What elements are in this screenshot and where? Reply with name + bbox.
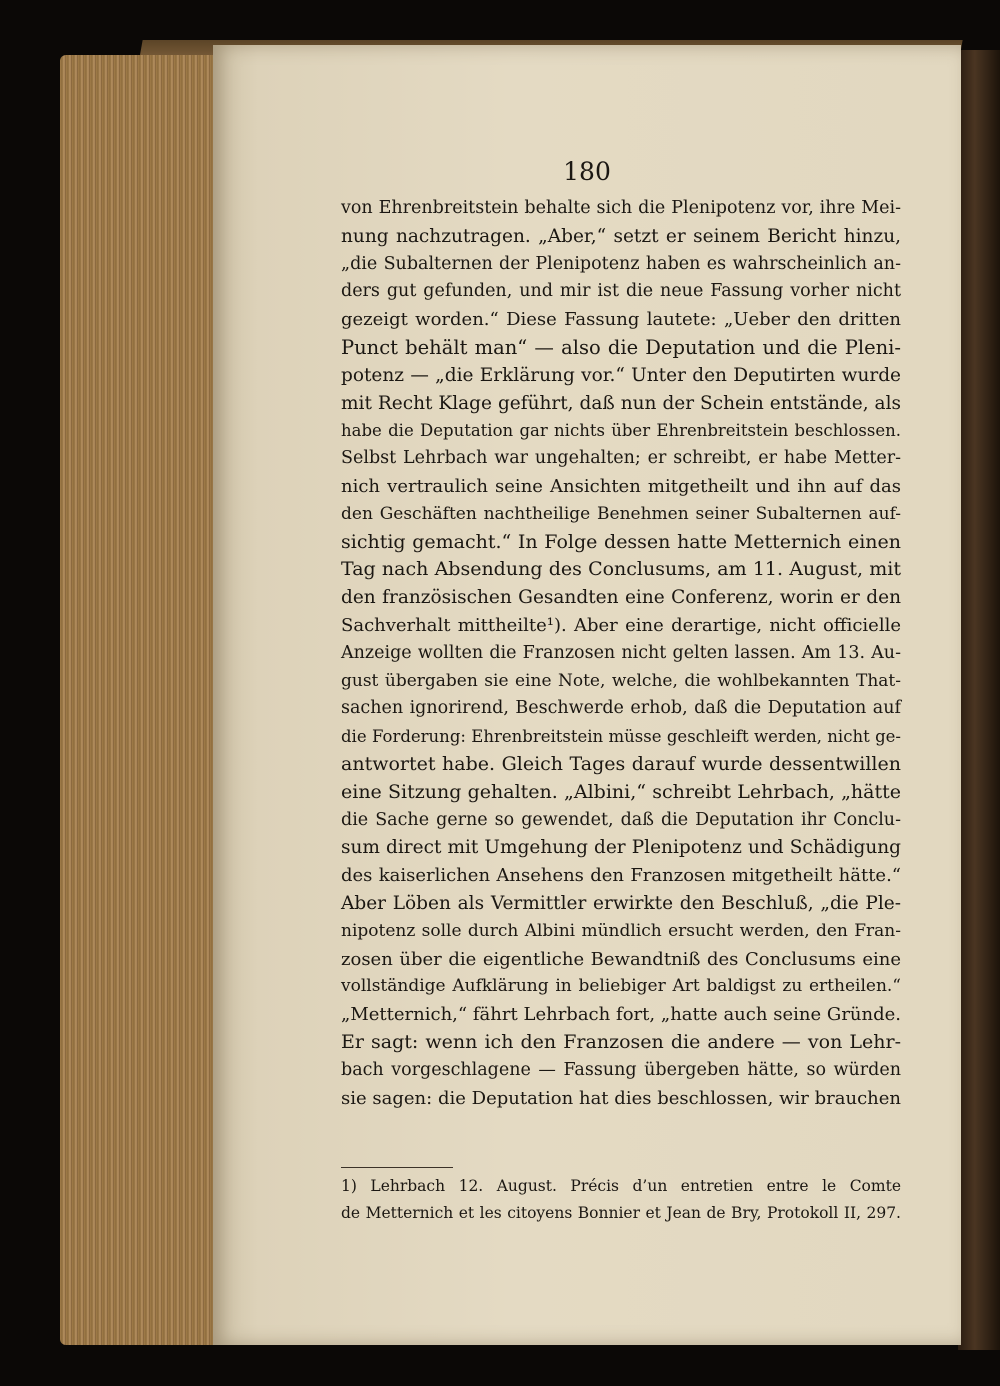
book-page-edges — [60, 55, 220, 1345]
text-line: sichtig gemacht.“ In Folge dessen hatte Metternich einen — [341, 530, 901, 553]
text-line: antwortet habe. Gleich Tages darauf wurde dessentwillen — [341, 752, 901, 775]
footnote-line: de Metternich et les citoyens Bonnier et Jean de Bry, Protokoll II, 297. — [341, 1204, 901, 1222]
text-line: Er sagt: wenn ich den Franzosen die andere — von Lehr- — [341, 1030, 901, 1053]
text-line: gust übergaben sie eine Note, welche, die wohlbekannten That- — [341, 670, 901, 691]
text-line: von Ehrenbreitstein behalte sich die Plenipotenz vor, ihre Mei- — [341, 198, 901, 218]
book-page — [213, 45, 961, 1345]
text-line: den Geschäften nachtheilige Benehmen seiner Subalternen auf- — [341, 503, 901, 524]
text-line: Anzeige wollten die Franzosen nicht gelten lassen. Am 13. Au- — [341, 642, 901, 663]
text-line: Aber Löben als Vermittler erwirkte den Beschluß, „die Ple- — [341, 892, 901, 914]
page-number: 180 — [563, 157, 611, 186]
text-line: bach vorgeschlagene — Fassung übergeben hätte, so würden — [341, 1059, 901, 1080]
text-line: des kaiserlichen Ansehens den Franzosen mitgetheilt hätte.“ — [341, 865, 901, 887]
text-line: habe die Deputation gar nichts über Ehrenbreitstein beschlossen. — [341, 421, 901, 441]
footnote-line: 1) Lehrbach 12. August. Précis d’un entretien entre le Comte — [341, 1177, 901, 1195]
text-line: „die Subalternen der Plenipotenz haben es wahrscheinlich an- — [341, 253, 901, 274]
text-line: gezeigt worden.“ Diese Fassung lautete: „Ueber den dritten — [341, 309, 901, 331]
text-line: nipotenz solle durch Albini mündlich ersucht werden, den Fran- — [341, 920, 901, 941]
text-line: die Sache gerne so gewendet, daß die Deputation ihr Conclu- — [341, 809, 901, 830]
text-line: die Forderung: Ehrenbreitstein müsse geschleift werden, nicht ge- — [341, 727, 901, 747]
text-line: „Metternich,“ fährt Lehrbach fort, „hatte auch seine Gründe. — [341, 1004, 901, 1026]
text-line: Punct behält man“ — also die Deputation und die Pleni- — [341, 335, 901, 359]
text-line: sum direct mit Umgehung der Plenipotenz und Schädigung — [341, 837, 901, 859]
text-line: ders gut gefunden, und mir ist die neue Fassung vorher nicht — [341, 281, 901, 302]
text-line: mit Recht Klage geführt, daß nun der Schein entstände, als — [341, 392, 901, 414]
text-line: den französischen Gesandten eine Conferenz, worin er den — [341, 587, 901, 609]
text-line: nich vertraulich seine Ansichten mitgetheilt und ihn auf das — [341, 475, 901, 497]
text-line: vollständige Aufklärung in beliebiger Art baldigst zu ertheilen.“ — [341, 976, 901, 997]
footnotes — [341, 1173, 901, 1227]
book-cover-edge — [958, 50, 1000, 1350]
text-line: Tag nach Absendung des Conclusums, am 11. August, mit — [341, 558, 901, 581]
text-line: nung nachzutragen. „Aber,“ setzt er seinem Bericht hinzu, — [341, 225, 901, 247]
text-line: sachen ignorirend, Beschwerde erhob, daß die Deputation auf — [341, 698, 901, 719]
text-line: Sachverhalt mittheilte¹). Aber eine derartige, nicht officielle — [341, 614, 901, 636]
footnote-rule — [341, 1167, 453, 1168]
body-text — [341, 195, 901, 1112]
text-line: sie sagen: die Deputation hat dies beschlossen, wir brauchen — [341, 1087, 901, 1109]
text-line: Selbst Lehrbach war ungehalten; er schreibt, er habe Metter- — [341, 448, 901, 469]
text-line: zosen über die eigentliche Bewandtniß des Conclusums eine — [341, 948, 901, 970]
text-line: potenz — „die Erklärung vor.“ Unter den Deputirten wurde — [341, 364, 901, 386]
text-line: eine Sitzung gehalten. „Albini,“ schreibt Lehrbach, „hätte — [341, 780, 901, 803]
